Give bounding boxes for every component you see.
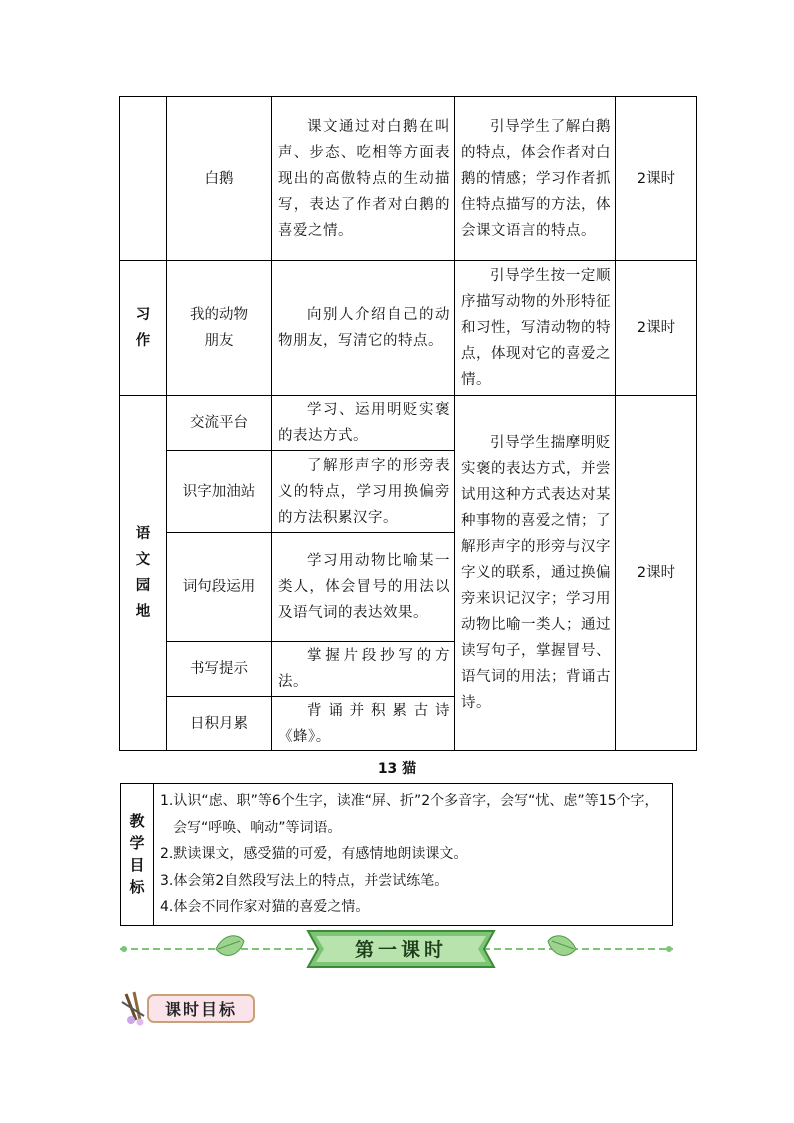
goals-label-cell: [121, 784, 154, 926]
goal-cell: 背诵并积累古诗《蜂》。: [278, 702, 450, 745]
goal-item: 2.默读课文，感受猫的可爱，有感情地朗读课文。: [160, 846, 468, 862]
hours-cell: 2课时: [616, 97, 697, 261]
goal-cell: 课文通过对白鹅在叫声、步态、吃相等方面表现出的高傲特点的生动描写，表达了作者对白鹅的喜爱之情。: [278, 118, 450, 239]
lesson-title: 13 猫: [377, 761, 417, 777]
dot-icon: [666, 946, 672, 952]
item-cell: 识字加油站: [167, 451, 272, 533]
goal-cell: 掌握片段抄写的方法。: [278, 648, 450, 690]
guide-cell: 引导学生了解白鹅的特点，体会作者对白鹅的情感；学习作者抓住特点描写的方法，体会课文语言的特点。: [461, 118, 611, 239]
table-row: [120, 396, 697, 451]
teaching-goals-table: [120, 783, 673, 926]
goals-list: [154, 784, 673, 926]
item-cell: 书写提示: [167, 642, 272, 697]
section-label: 语文园地: [135, 526, 151, 620]
goal-item: 4.体会不同作家对猫的喜爱之情。: [160, 899, 370, 915]
table-row: [120, 261, 697, 396]
table-row: [120, 97, 697, 261]
section-cell: [120, 261, 167, 396]
item-cell: [167, 261, 272, 396]
goal-item: 3.体会第2自然段写法上的特点，并尝试练笔。: [160, 872, 449, 889]
item-cell: 日积月累: [167, 697, 272, 751]
guide-cell: 引导学生按一定顺序描写动物的外形特征和习性，写清动物的特点，体现对它的喜爱之情。: [461, 268, 611, 388]
dot-icon: [121, 946, 127, 952]
goals-label: 教学目标: [129, 812, 145, 897]
lesson-goal-badge: [118, 990, 258, 1026]
section-cell: [120, 97, 167, 261]
goal-cell: 学习用动物比喻某一类人，体会冒号的用法以及语气词的表达效果。: [278, 553, 450, 621]
item-cell: 词句段运用: [167, 533, 272, 642]
goal-cell: 学习、运用明贬实褒的表达方式。: [278, 402, 450, 444]
goal-cell: 了解形声字的形旁表义的特点，学习用换偏旁的方法积累汉字。: [278, 457, 450, 526]
banner-text: 第一课时: [354, 939, 448, 961]
hours-cell: 2课时: [616, 261, 697, 396]
section-cell: [120, 396, 167, 751]
pencils-icon: [122, 992, 144, 1020]
leaf-icon: [548, 936, 576, 956]
unit-plan-table: [119, 96, 697, 751]
hours-cell: 2课时: [616, 396, 697, 751]
goal-item: 1.认识“虑、职”等6个生字，读准“屏、折”2个多音字，会写“忧、虑”等15个字，会写“呼唤、响动”等词语。: [160, 793, 659, 836]
item-cell: 白鹅: [167, 97, 272, 261]
item-line: 朋友: [204, 333, 234, 349]
item-cell: 交流平台: [167, 396, 272, 451]
guide-cell: 引导学生揣摩明贬实褒的表达方式，并尝试用这种方式表达对某种事物的喜爱之情；了解形声字的形旁与汉字字义的联系，通过换偏旁来识记汉字；学习用动物比喻一类人；通过读写句子，掌握冒号、语气词的用法；背诵古诗。: [461, 435, 611, 711]
lesson-period-banner: [120, 927, 673, 971]
item-line: 我的动物: [190, 307, 248, 323]
goal-cell: 向别人介绍自己的动物朋友，写清它的特点。: [278, 307, 450, 349]
section-label: 习作: [135, 307, 151, 349]
leaf-icon: [216, 936, 244, 956]
badge-text: 课时目标: [164, 1000, 238, 1019]
